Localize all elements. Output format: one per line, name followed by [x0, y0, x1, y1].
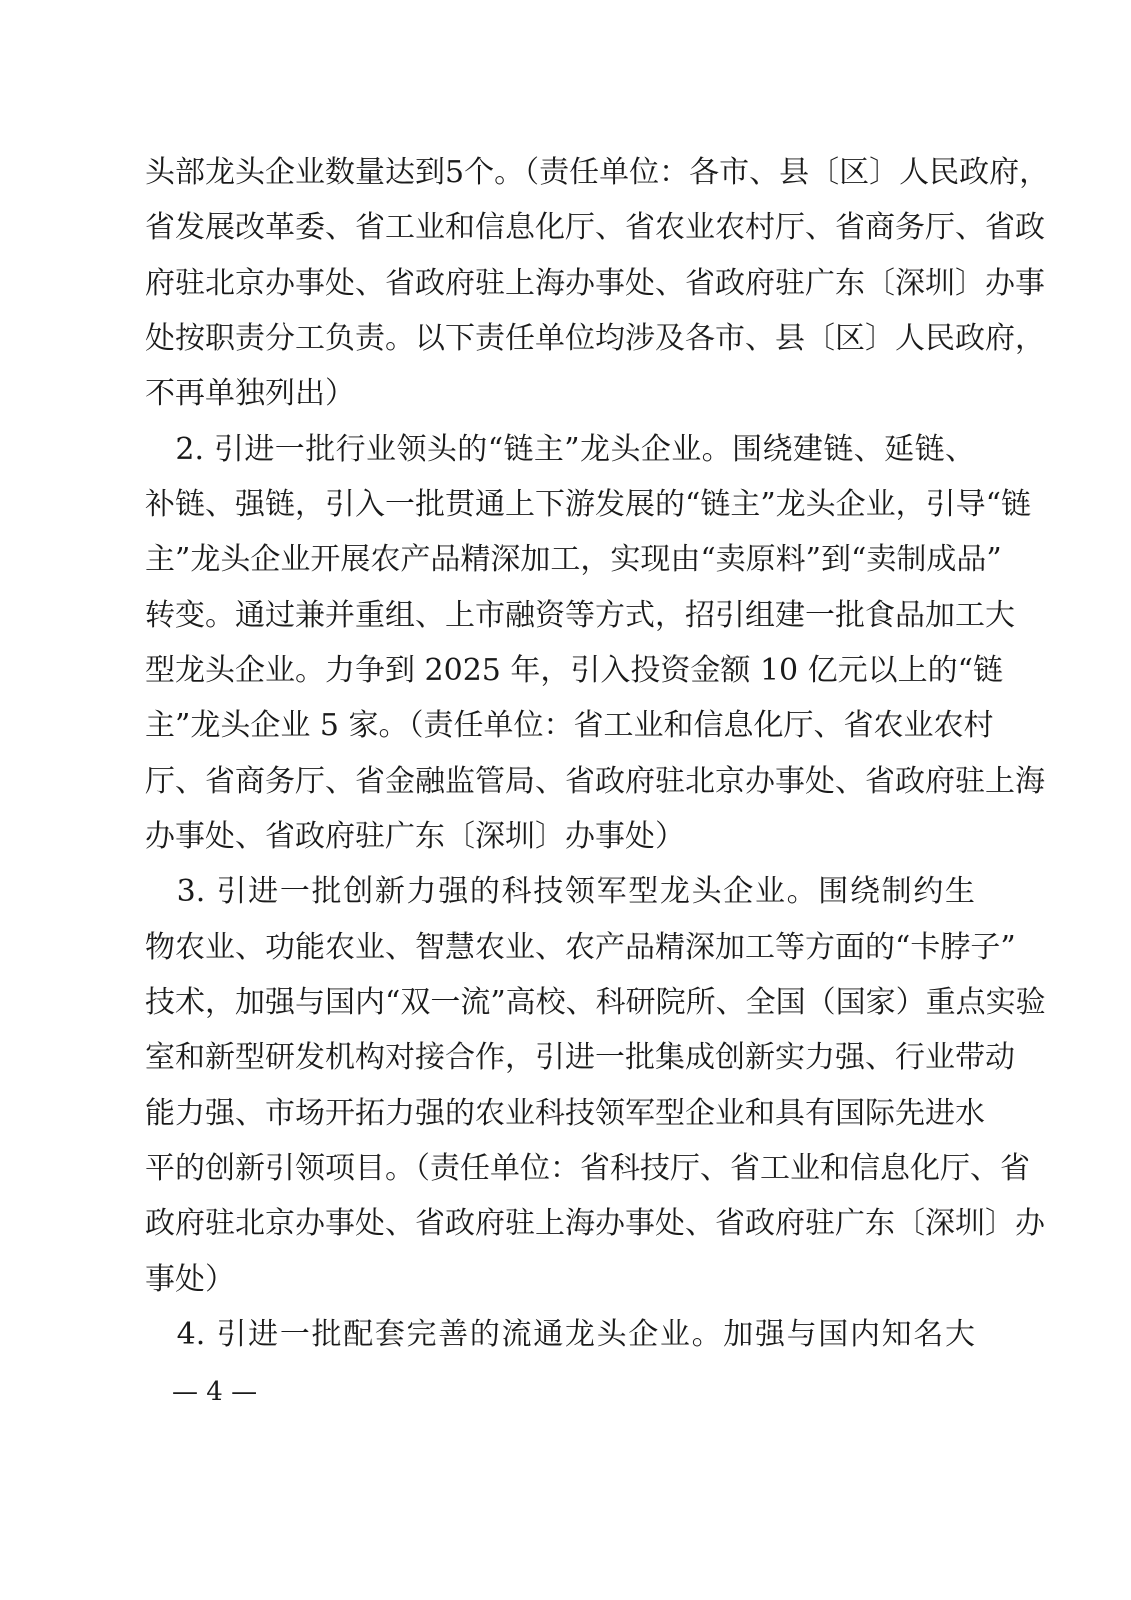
- text-line: 能力强、市场开拓力强的农业科技领军型企业和具有国际先进水: [145, 1096, 985, 1131]
- text-line: 省发展改革委、省工业和信息化厅、省农业农村厅、省商务厅、省政: [145, 210, 1045, 245]
- page-number: — 4 —: [172, 1377, 258, 1407]
- text-line: 事处）: [145, 1262, 235, 1297]
- text-line: 厅、省商务厅、省金融监管局、省政府驻北京办事处、省政府驻上海: [145, 764, 1045, 799]
- text-line: 型龙头企业。力争到 2025 年，引入投资金额 10 亿元以上的“链: [145, 653, 1004, 688]
- text-line: 3. 引进一批创新力强的科技领军型龙头企业。围绕制约生: [145, 874, 975, 909]
- text-line: 主”龙头企业开展农产品精深加工，实现由“卖原料”到“卖制成品”: [145, 542, 1002, 577]
- text-line: 府驻北京办事处、省政府驻上海办事处、省政府驻广东〔深圳〕办事: [145, 266, 1045, 301]
- text-line: 4. 引进一批配套完善的流通龙头企业。加强与国内知名大: [145, 1317, 975, 1352]
- text-line: 补链、强链，引入一批贯通上下游发展的“链主”龙头企业，引导“链: [145, 487, 1032, 522]
- text-line: 室和新型研发机构对接合作，引进一批集成创新实力强、行业带动: [145, 1040, 1015, 1075]
- text-line: 主”龙头企业 5 家。（责任单位：省工业和信息化厅、省农业农村: [145, 708, 994, 743]
- text-line: 技术，加强与国内“双一流”高校、科研院所、全国（国家）重点实验: [145, 985, 1046, 1020]
- text-line: 物农业、功能农业、智慧农业、农产品精深加工等方面的“卡脖子”: [145, 930, 1016, 965]
- text-line: 头部龙头企业数量达到5个。（责任单位：各市、县〔区〕人民政府，: [145, 155, 1050, 190]
- text-line: 平的创新引领项目。（责任单位：省科技厅、省工业和信息化厅、省: [145, 1151, 1030, 1186]
- text-line: 政府驻北京办事处、省政府驻上海办事处、省政府驻广东〔深圳〕办: [145, 1206, 1045, 1241]
- text-line: 不再单独列出）: [145, 376, 355, 411]
- text-line: 转变。通过兼并重组、上市融资等方式，招引组建一批食品加工大: [145, 598, 1015, 633]
- text-line: 处按职责分工负责。以下责任单位均涉及各市、县〔区〕人民政府，: [145, 321, 1045, 356]
- text-line: 2. 引进一批行业领头的“链主”龙头企业。围绕建链、延链、: [145, 432, 975, 467]
- text-line: 办事处、省政府驻广东〔深圳〕办事处）: [145, 819, 685, 854]
